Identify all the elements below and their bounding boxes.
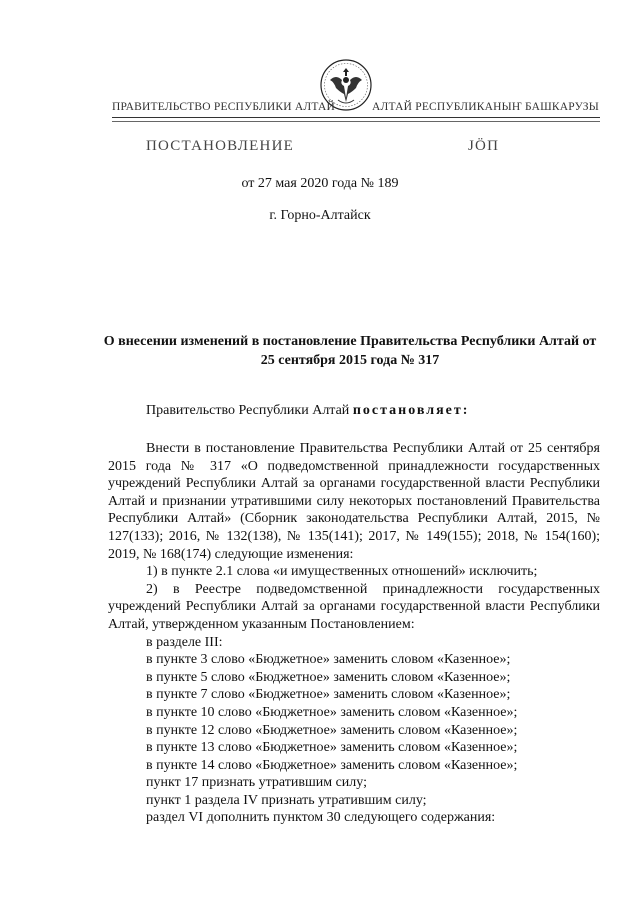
body-section-4: пункт 1 раздела IV признать утратившим силу; <box>146 792 427 808</box>
header-rule <box>112 117 600 118</box>
government-name-altai: АЛТАЙ РЕСПУБЛИКАНЫҤ БАШКАРУЗЫ <box>372 101 599 113</box>
change-item: в пункте 12 слово «Бюджетное» заменить словом «Казенное»; <box>146 722 518 738</box>
body-section-6: раздел VI дополнить пунктом 30 следующего содержания: <box>146 810 496 826</box>
change-item: в пункте 10 слово «Бюджетное» заменить словом «Казенное»; <box>146 704 518 720</box>
body-point-17: пункт 17 признать утратившим силу; <box>146 775 367 791</box>
government-name-ru: ПРАВИТЕЛЬСТВО РЕСПУБЛИКИ АЛТАЙ <box>112 101 336 113</box>
body-item-2: 2) в Реестре подведомственной принадлежности государственных учреждений Республики Алтай за органами государственной власти Республики Алтай, утвержденном указанным Постановлением: <box>108 581 600 632</box>
doc-type-ru: ПОСТАНОВЛЕНИЕ <box>146 138 294 154</box>
doc-type-altai: ЈÖП <box>468 138 500 154</box>
header-rule-thin <box>112 121 600 122</box>
body-item-1: 1) в пункте 2.1 слова «и имущественных отношений» исключить; <box>146 564 538 580</box>
change-item: в пункте 7 слово «Бюджетное» заменить словом «Казенное»; <box>146 687 511 703</box>
document-body <box>108 440 600 827</box>
change-item: в пункте 14 слово «Бюджетное» заменить словом «Казенное»; <box>146 757 518 773</box>
document-city: г. Горно-Алтайск <box>269 208 371 223</box>
body-section-3: в разделе III: <box>146 634 223 650</box>
preamble <box>146 403 469 419</box>
change-item: в пункте 13 слово «Бюджетное» заменить словом «Казенное»; <box>146 740 518 756</box>
preamble-subject: Правительство Республики Алтай <box>146 403 350 418</box>
body-intro: Внести в постановление Правительства Республики Алтай от 25 сентября 2015 года № 317 «О подведомственной принадлежности государственных учреждений Республики Алтай за органами государственной власти Республики Алтай и признании утратившими силу некоторых постановлений Правительства Республики Алтай» (Сборник законодательства Республики Алтай, 2015, № 127(133); 2016, № 132(138), № 135(141); 2017, № 149(155); 2018, № 154(160); 2019, № 168(174) следующие изменения: <box>108 441 600 562</box>
change-item: в пункте 5 слово «Бюджетное» заменить словом «Казенное»; <box>146 669 511 685</box>
preamble-verb: постановляет: <box>352 403 470 418</box>
document-title: О внесении изменений в постановление Правительства Республики Алтай от 25 сентября 2015 года № 317 <box>103 334 597 368</box>
change-item: в пункте 3 слово «Бюджетное» заменить словом «Казенное»; <box>146 652 511 668</box>
document-date-number: от 27 мая 2020 года № 189 <box>241 176 399 191</box>
